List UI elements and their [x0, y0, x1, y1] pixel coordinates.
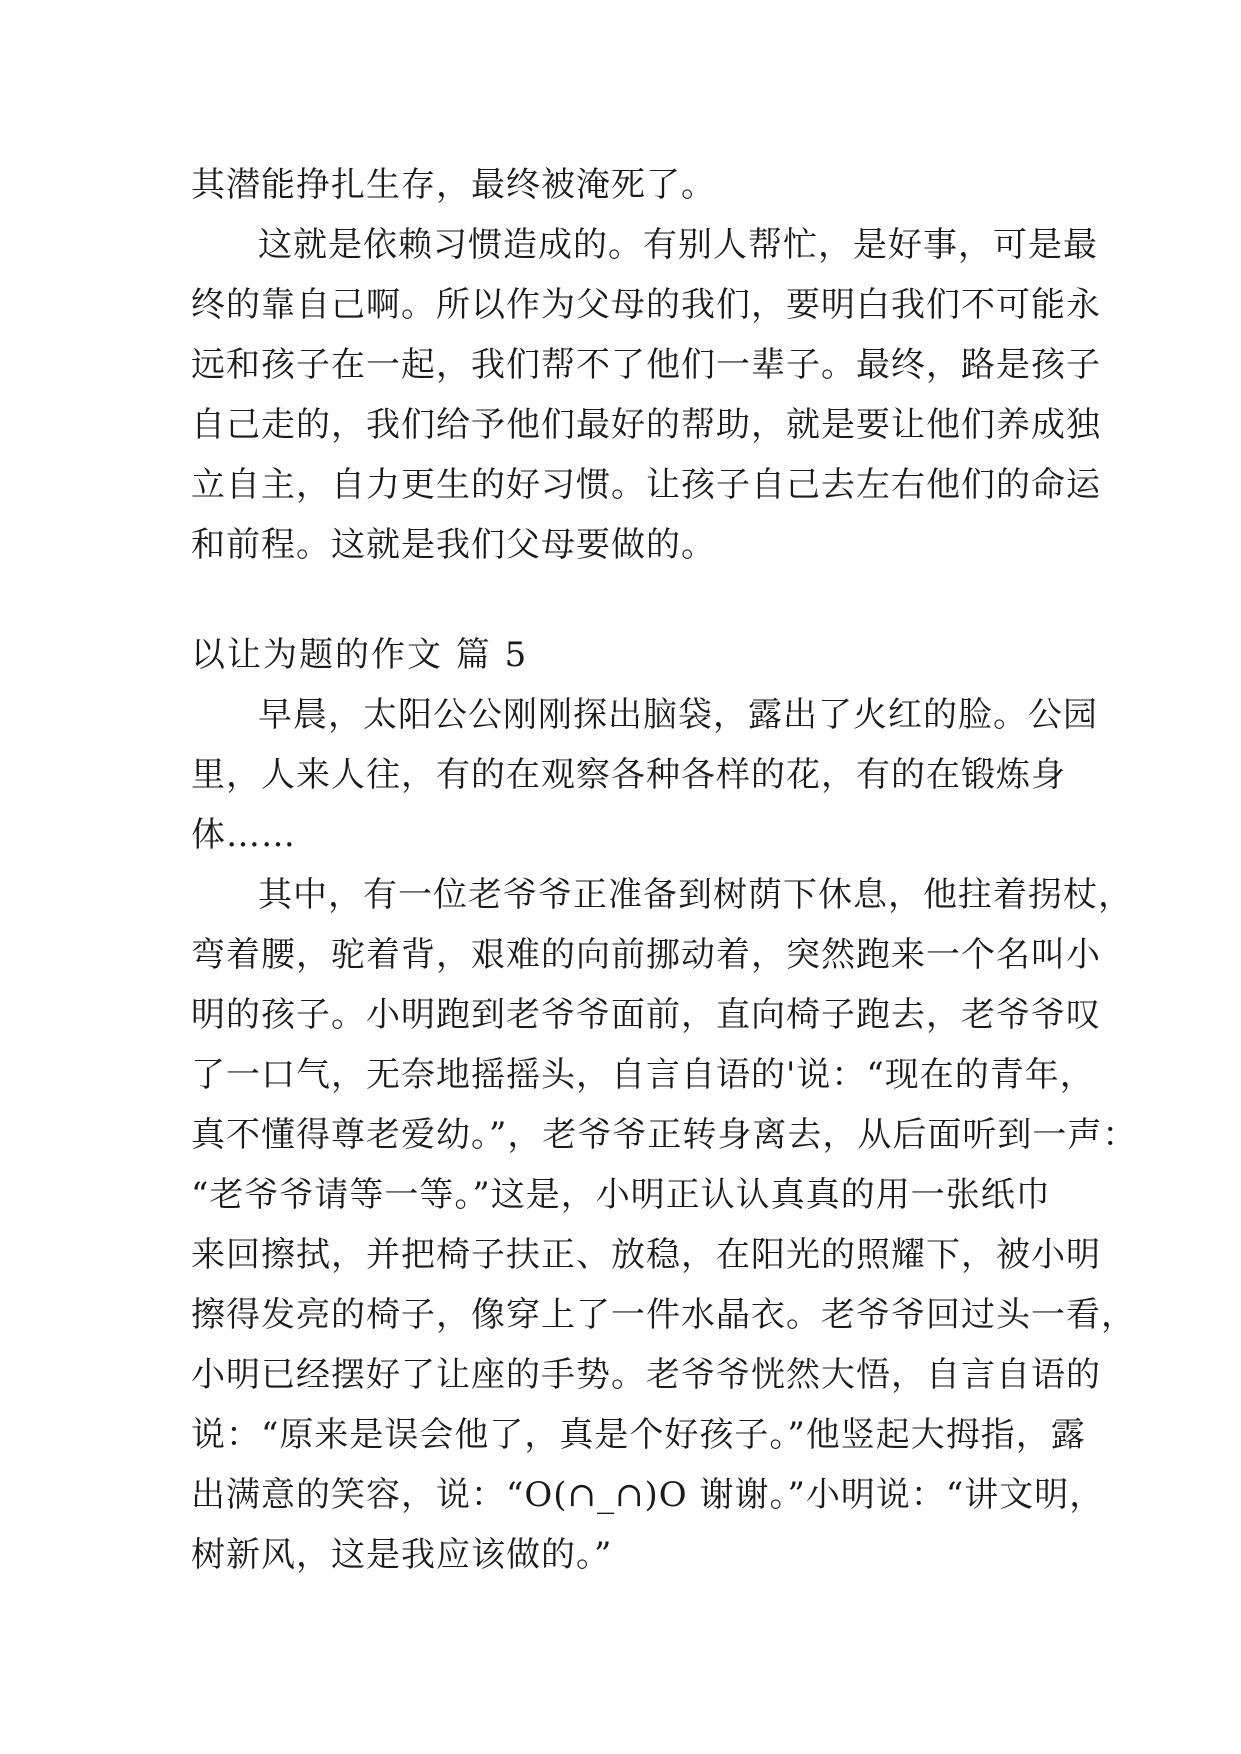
- text-line: 体……: [191, 815, 296, 855]
- text-line: 明的孩子。小明跑到老爷爷面前，直向椅子跑去，老爷爷叹: [191, 995, 1101, 1035]
- paragraph-start-line: 其中，有一位老爷爷正准备到树荫下休息，他拄着拐杖，: [258, 875, 1133, 915]
- text-line: 里，人来人往，有的在观察各种各样的花，有的在锻炼身: [191, 755, 1066, 795]
- text-line: 和前程。这就是我们父母要做的。: [191, 525, 716, 565]
- paragraph-start-line: 这就是依赖习惯造成的。有别人帮忙，是好事，可是最: [258, 225, 1098, 265]
- text-line: 弯着腰，驼着背，艰难的向前挪动着，突然跑来一个名叫小: [191, 935, 1101, 975]
- section-heading: 以让为题的作文 篇 5: [191, 635, 529, 675]
- text-line: 终的靠自己啊。所以作为父母的我们，要明白我们不可能永: [191, 285, 1101, 325]
- paragraph-start-line: 早晨，太阳公公刚刚探出脑袋，露出了火红的脸。公园: [258, 695, 1098, 735]
- text-line: 立自主，自力更生的好习惯。让孩子自己去左右他们的命运: [191, 465, 1101, 505]
- text-line: 真不懂得尊老爱幼。”，老爷爷正转身离去，从后面听到一声：: [191, 1115, 1138, 1155]
- text-line: 擦得发亮的椅子，像穿上了一件水晶衣。老爷爷回过头一看，: [191, 1295, 1136, 1335]
- text-line: 其潜能挣扎生存，最终被淹死了。: [191, 165, 716, 205]
- text-line: 树新风，这是我应该做的。”: [191, 1535, 613, 1575]
- text-line: 远和孩子在一起，我们帮不了他们一辈子。最终，路是孩子: [191, 345, 1101, 385]
- text-line: 说：“原来是误会他了，真是个好孩子。”他竖起大拇指，露: [191, 1415, 1086, 1455]
- text-line: “老爷爷请等一等。”这是，小明正认认真真的用一张纸巾: [191, 1175, 1051, 1215]
- text-line: 出满意的笑容，说：“O(∩_∩)O 谢谢。”小明说：“讲文明，: [191, 1475, 1105, 1515]
- text-line: 自己走的，我们给予他们最好的帮助，就是要让他们养成独: [191, 405, 1101, 445]
- text-line: 小明已经摆好了让座的手势。老爷爷恍然大悟，自言自语的: [191, 1355, 1101, 1395]
- text-line: 了一口气，无奈地摇摇头，自言自语的'说：“现在的青年，: [191, 1055, 1095, 1095]
- text-line: 来回擦拭，并把椅子扶正、放稳，在阳光的照耀下，被小明: [191, 1235, 1101, 1275]
